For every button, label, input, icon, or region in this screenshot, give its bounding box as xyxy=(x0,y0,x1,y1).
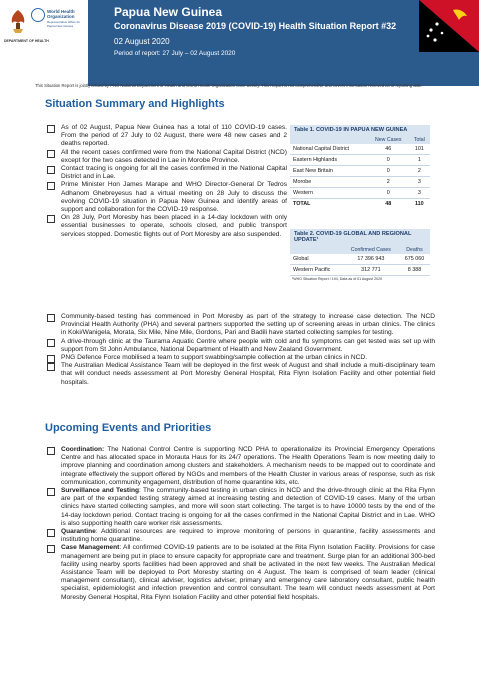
list-item: The Australian Medical Assistance Team will be deployed in the first week of August and shall include a multi-disciplinary team that will conduct needs assessment at Port Moresby General Hospital, Rita Flynn Isolation Facility and other potential field hospitals. xyxy=(47,362,435,387)
doh-label: DEPARTMENT OF HEALTH xyxy=(4,39,49,43)
upcoming-bullets xyxy=(47,446,435,602)
table-cell: 675 060 xyxy=(399,254,430,265)
bullet-text: : The community-based testing in urban clinics in NCD and the drive-through clinic at the Rita Flynn are part of the expanded testing strategy aimed at increasing testing and detection of COVID-19 cases. Many of the urban clinics have started collecting samples, and more will soon start collecting. The target is to have 10000 tests by the end of the 14-day lockdown period. Contact tracing is ongoing for all the cases confirmed in the National Capital District and in Lae. WHO is also supporting health care worker risk assessments. xyxy=(61,487,435,527)
list-item: Prime Minister Hon James Marape and WHO Director-General Dr Tedros Adhanom Ghebreyesus had a virtual meeting on 28 July to discuss the evolving COVID-19 situation in Papua New Guinea and identify areas of support and collaboration for the COVID-19 response. xyxy=(47,181,287,214)
table-cell: 312 771 xyxy=(343,265,399,276)
bullet-lead: Coordination: xyxy=(61,446,105,453)
table-row xyxy=(290,254,430,265)
table2-note: ¹WHO Situation Report / 194, Data as of 01 August 2020 xyxy=(292,277,383,281)
table-cell: 2 xyxy=(409,166,430,177)
table-global-update xyxy=(290,229,430,282)
list-item: PNG Defence Force mobilised a team to support swabbing/sample collection at the urban clinics in NCD. xyxy=(47,354,435,362)
table1-title: Table 1. COVID-19 IN PAPUA NEW GUINEA xyxy=(290,125,430,135)
list-item xyxy=(47,446,435,487)
bullet-lead: Case Management xyxy=(61,544,120,552)
summary-bullets-bottom xyxy=(47,313,435,387)
table-cell: 3 xyxy=(409,177,430,188)
logo-area xyxy=(0,0,88,86)
who-emblem-icon xyxy=(31,8,45,22)
table2 xyxy=(290,245,430,276)
table-row xyxy=(290,166,430,177)
list-item: As of 02 August, Papua New Guinea has a total of 110 COVID-19 cases. From the period of 27 July to 02 August, there were 48 new cases and 2 deaths reported. xyxy=(47,124,287,149)
table2-header xyxy=(290,245,343,254)
png-flag-icon xyxy=(419,0,479,52)
bullet-lead: Surveillance and Testing xyxy=(61,487,140,495)
table-row xyxy=(290,144,430,155)
report-header xyxy=(0,0,479,86)
report-date: 02 August 2020 xyxy=(114,37,170,46)
list-item xyxy=(47,528,435,544)
table-cell: 0 xyxy=(368,166,409,177)
table-cell: East New Britain xyxy=(290,166,368,177)
table-row xyxy=(290,265,430,276)
table-cell: 110 xyxy=(409,199,430,210)
table-row xyxy=(290,188,430,199)
list-item: Contact tracing is ongoing for all the cases confirmed in the National Capital District and in Lae. xyxy=(47,165,287,181)
table-cell: 8 388 xyxy=(399,265,430,276)
table-covid-png xyxy=(290,125,430,209)
bullet-lead: Quarantine xyxy=(61,528,96,536)
table-cell: 0 xyxy=(368,155,409,166)
table2-title: Table 2. COVID-19 GLOBAL AND REGIONAL UPDATE¹ xyxy=(290,229,430,245)
table-row xyxy=(290,177,430,188)
table-cell: Western xyxy=(290,188,368,199)
bullet-text: : Additional resources are required to improve monitoring of persons in quarantine, facility assessments and instituting home quarantine. xyxy=(61,528,435,544)
report-period: Period of report: 27 July – 02 August 2020 xyxy=(114,50,236,57)
report-title: Coronavirus Disease 2019 (COVID-19) Health Situation Report #32 xyxy=(114,21,397,31)
list-item xyxy=(47,544,435,601)
table1 xyxy=(290,135,430,209)
table-cell: Global xyxy=(290,254,343,265)
png-crest-icon xyxy=(7,8,29,34)
who-name: World Health Organization xyxy=(47,9,75,19)
table2-header: Deaths xyxy=(399,245,430,254)
table-cell: 0 xyxy=(368,188,409,199)
list-item: A drive-through clinic at the Taurama Aquatic Centre where people with cold and flu symptoms can get tested was set up with support from St John Ambulance, National Department of Health and New Zealand Government. xyxy=(47,338,435,354)
table-cell: 3 xyxy=(409,188,430,199)
list-item: All the recent cases confirmed were from the National Capital District (NCD) except for the two cases detected in Lae in Morobe Province. xyxy=(47,149,287,165)
summary-bullets-top xyxy=(47,124,287,239)
table-total-row xyxy=(290,199,430,210)
table-cell: 48 xyxy=(368,199,409,210)
table-header-row xyxy=(290,135,430,144)
list-item: On 28 July, Port Moresby has been placed in a 14-day lockdown with only essential businesses to operate, schools closed, and public transport services stopped. Domestic flights out of Port Moresby are also suspended. xyxy=(47,214,287,239)
table1-header: New Cases xyxy=(368,135,409,144)
table-cell: Western Pacific xyxy=(290,265,343,276)
table-cell: 101 xyxy=(409,144,430,155)
table1-header: Total xyxy=(409,135,430,144)
table-cell: Morobe xyxy=(290,177,368,188)
disclaimer: This Situation Report is jointly issued by PNG National Department of Health and World Health Organization once weekly. This Report is not comprehensive and covers information received as of reporting date. xyxy=(35,83,423,88)
list-item xyxy=(47,487,435,528)
table-cell: National Capital District xyxy=(290,144,368,155)
upcoming-title: Upcoming Events and Priorities xyxy=(45,422,212,434)
who-office: Representative Office for Papua New Guinea xyxy=(47,20,81,28)
table-cell: 2 xyxy=(368,177,409,188)
list-item: Community-based testing has commenced in Port Moresby as part of the strategy to increase case detection. The NCD Provincial Health Authority (PHA) and several partners supported the setting up of screening areas in urban clinics. The clinics in Koki/Wanigela, Morata, Six Mile, Nine Mile, Gordons, Pari and Badili have started collecting samples for testing. xyxy=(47,313,435,338)
report-country: Papua New Guinea xyxy=(114,5,223,19)
table2-header: Confirmed Cases xyxy=(343,245,399,254)
table-header-row xyxy=(290,245,430,254)
bullet-text: : All confirmed COVID-19 patients are to be isolated at the Rita Flynn Isolation Facility. Provisions for case management are being put in place to ensure capacity for appropriate care and treatment. Surge plan for an additional 300-bed facility using nearby sports facilities had been approved and shall be activated in the next few weeks. The Australian Medical Assistance Team will be deployed to Port Moresby starting on 4 August. The team is comprised of team leader (clinical management consultant), clinical adviser, logistics adviser, primary and emergency care laboratory consultant, public health specialist, epidemiologist and infection prevention and control consultant. The team will conduct needs assessment at Port Moresby General Hospital, Rita Flynn Isolation Facility and other potential field hospitals. xyxy=(61,544,435,601)
table-cell: 1 xyxy=(409,155,430,166)
table1-header xyxy=(290,135,368,144)
bullet-text: The National Control Centre is supporting NCD PHA to operationalize its Provincial Emergency Operations Centre and has allocated space in Morauta Haus for its 24/7 operations. The Health Operations Team is now meeting daily to improve planning and coordination among clusters and stakeholders. A mechanism needs to be mapped out to coordinate and integrate effectively the support offered by NGOs and members of the Health Cluster in various areas of response, such as risk communication, community engagement, distribution of home quarantine kits, etc. xyxy=(61,446,435,486)
table-cell: 46 xyxy=(368,144,409,155)
table-row xyxy=(290,155,430,166)
summary-title: Situation Summary and Highlights xyxy=(45,98,225,110)
table-cell: TOTAL xyxy=(290,199,368,210)
table-cell: 17 396 943 xyxy=(343,254,399,265)
table-cell: Eastern Highlands xyxy=(290,155,368,166)
